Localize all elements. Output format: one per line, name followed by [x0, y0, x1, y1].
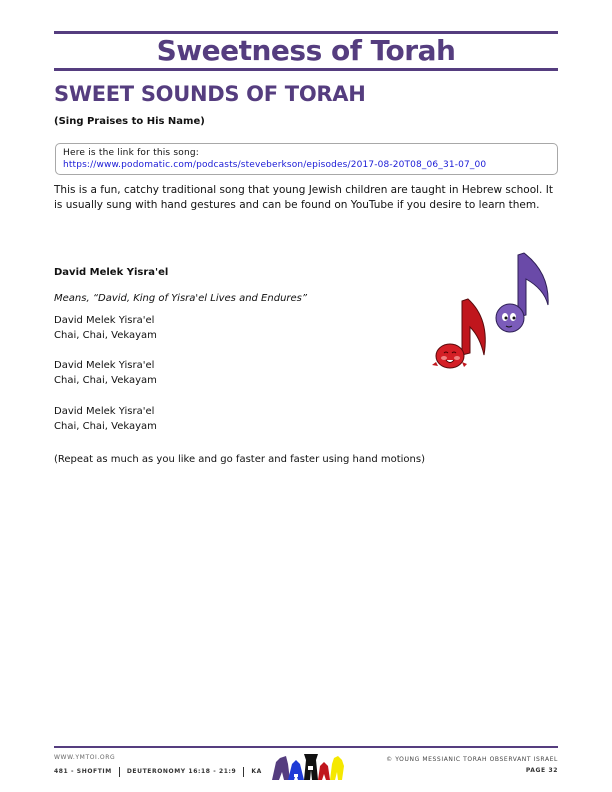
- verse-line: David Melek Yisra'el: [54, 406, 155, 417]
- song-link-label: Here is the link for this song:: [63, 148, 200, 158]
- red-music-note-icon: [432, 299, 485, 368]
- music-notes-illustration: [410, 245, 560, 380]
- song-link-box: [55, 143, 558, 175]
- footer-meta: [54, 767, 262, 777]
- verse-line: David Melek Yisra'el: [54, 315, 155, 326]
- section-subheading: (Sing Praises to His Name): [54, 116, 205, 127]
- footer-parsha: 481 - SHOFTIM: [54, 768, 112, 775]
- header-bottom-rule: [54, 68, 558, 71]
- footer-copyright: © YOUNG MESSIANIC TORAH OBSERVANT ISRAEL: [386, 756, 558, 763]
- ymtoi-logo-icon: [270, 750, 350, 782]
- footer-separator: [243, 767, 244, 777]
- verse-line: David Melek Yisra'el: [54, 360, 155, 371]
- footer-separator: [119, 767, 120, 777]
- purple-music-note-icon: [496, 253, 548, 332]
- banner-title: Sweetness of Torah: [156, 34, 456, 67]
- intro-paragraph: This is a fun, catchy traditional song that young Jewish children are taught in Hebrew school. It is usually sung with hand gestures and can be found on YouTube if you desire to learn them.: [54, 184, 553, 211]
- verse-line: Chai, Chai, Vekayam: [54, 330, 157, 341]
- verse: [54, 313, 157, 343]
- song-meaning: Means, “David, King of Yisra'el Lives and Endures”: [54, 293, 308, 304]
- verse: [54, 404, 157, 434]
- repeat-note: (Repeat as much as you like and go faster and faster using hand motions): [54, 454, 426, 465]
- footer-page-number: PAGE 32: [525, 767, 558, 774]
- verse-line: Chai, Chai, Vekayam: [54, 375, 157, 386]
- verse-line: Chai, Chai, Vekayam: [54, 421, 157, 432]
- footer-rule: [54, 746, 558, 748]
- verse: [54, 358, 157, 388]
- footer-letters: KA: [251, 768, 262, 775]
- section-heading: SWEET SOUNDS OF TORAH: [54, 82, 366, 106]
- song-link-url[interactable]: https://www.podomatic.com/podcasts/steveberkson/episodes/2017-08-20T08_06_31-07_00: [63, 160, 487, 170]
- footer-website: WWW.YMTOI.ORG: [54, 754, 116, 761]
- song-title: David Melek Yisra'el: [54, 267, 169, 278]
- footer-reference: DEUTERONOMY 16:18 - 21:9: [126, 768, 237, 775]
